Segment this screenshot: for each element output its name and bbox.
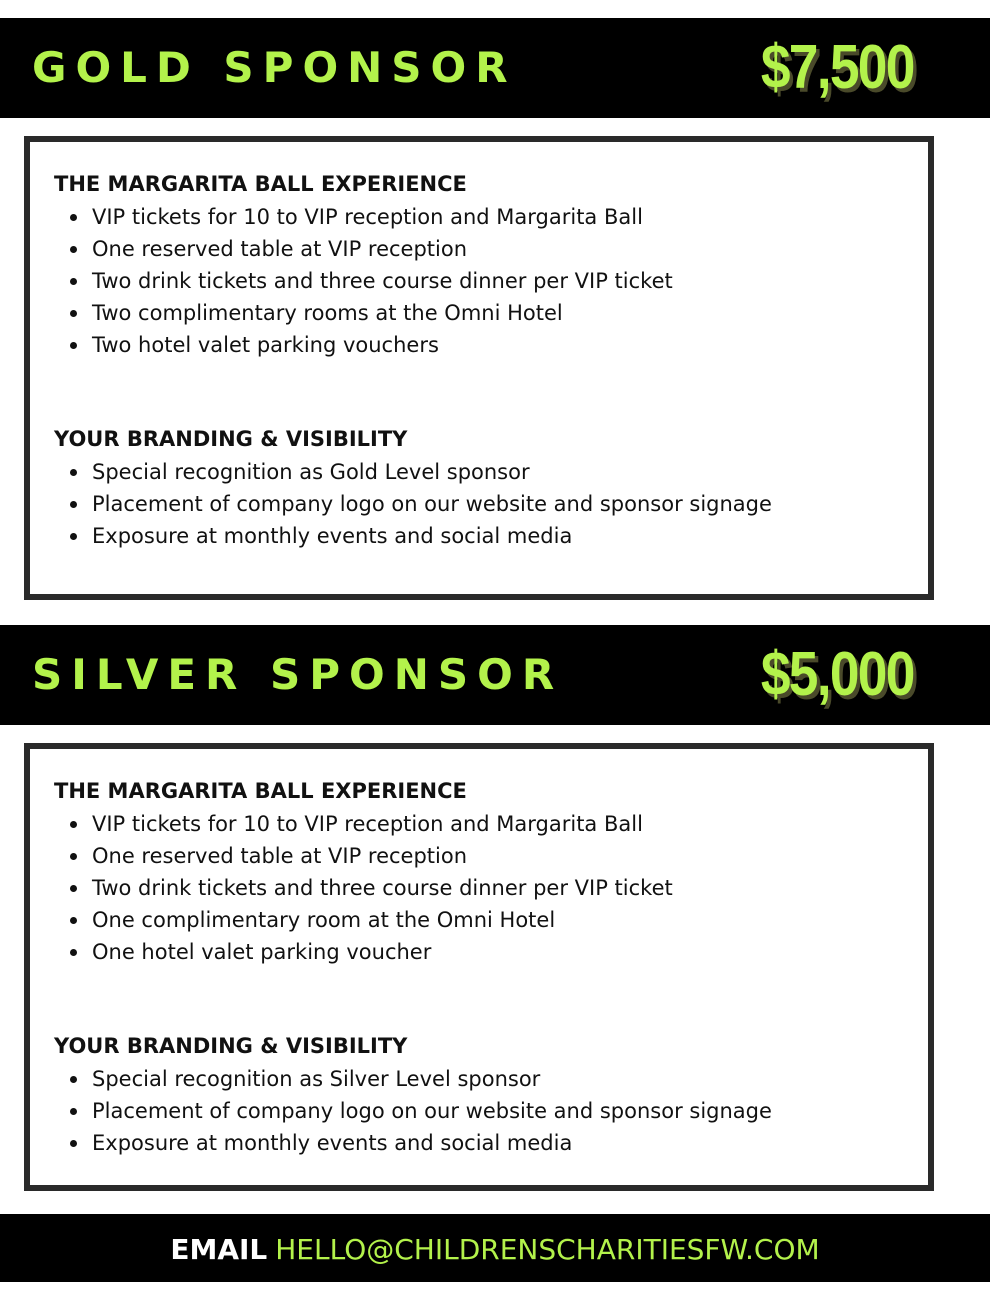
silver-sponsor-header bbox=[0, 625, 990, 725]
list-item-text: Placement of company logo on our website and sponsor signage bbox=[92, 1099, 772, 1123]
list-item-text: Special recognition as Gold Level sponsor bbox=[92, 460, 530, 484]
silver-branding-list bbox=[54, 1063, 908, 1159]
bullet-icon bbox=[70, 821, 77, 828]
bullet-icon bbox=[70, 278, 77, 285]
list-item-text: One reserved table at VIP reception bbox=[92, 844, 468, 868]
gold-sponsor-title: GOLD SPONSOR bbox=[32, 43, 517, 92]
list-item bbox=[54, 904, 908, 936]
gold-experience-section bbox=[54, 169, 908, 361]
list-item bbox=[54, 520, 908, 552]
bullet-icon bbox=[70, 1108, 77, 1115]
list-item-text: Two hotel valet parking vouchers bbox=[92, 333, 439, 357]
list-item bbox=[54, 936, 908, 968]
bullet-icon bbox=[70, 214, 77, 221]
list-item-text: Two complimentary rooms at the Omni Hotel bbox=[92, 301, 563, 325]
list-item bbox=[54, 297, 908, 329]
bullet-icon bbox=[70, 469, 77, 476]
list-item-text: Exposure at monthly events and social media bbox=[92, 1131, 573, 1155]
bullet-icon bbox=[70, 501, 77, 508]
list-item bbox=[54, 1127, 908, 1159]
gold-benefits-box bbox=[24, 136, 934, 600]
list-item bbox=[54, 201, 908, 233]
gold-branding-section bbox=[54, 424, 908, 552]
silver-benefits-box bbox=[24, 743, 934, 1191]
bullet-icon bbox=[70, 342, 77, 349]
contact-footer bbox=[0, 1214, 990, 1282]
email-label: EMAIL bbox=[170, 1233, 268, 1266]
bullet-icon bbox=[70, 1140, 77, 1147]
list-item bbox=[54, 329, 908, 361]
list-item-text: One complimentary room at the Omni Hotel bbox=[92, 908, 556, 932]
list-item bbox=[54, 872, 908, 904]
bullet-icon bbox=[70, 917, 77, 924]
list-item bbox=[54, 233, 908, 265]
gold-experience-heading: THE MARGARITA BALL EXPERIENCE bbox=[54, 172, 467, 196]
silver-experience-heading: THE MARGARITA BALL EXPERIENCE bbox=[54, 779, 467, 803]
list-item bbox=[54, 840, 908, 872]
silver-experience-list bbox=[54, 808, 908, 968]
list-item bbox=[54, 265, 908, 297]
silver-sponsor-price: $5,000 bbox=[761, 640, 914, 709]
bullet-icon bbox=[70, 853, 77, 860]
gold-experience-list bbox=[54, 201, 908, 361]
silver-branding-heading: YOUR BRANDING & VISIBILITY bbox=[54, 1034, 408, 1058]
list-item bbox=[54, 1095, 908, 1127]
silver-sponsor-title: SILVER SPONSOR bbox=[32, 650, 564, 699]
silver-branding-section bbox=[54, 1031, 908, 1159]
bullet-icon bbox=[70, 1076, 77, 1083]
list-item-text: Exposure at monthly events and social media bbox=[92, 524, 573, 548]
list-item bbox=[54, 808, 908, 840]
list-item-text: Special recognition as Silver Level sponsor bbox=[92, 1067, 541, 1091]
email-link[interactable]: HELLO@CHILDRENSCHARITIESFW.COM bbox=[275, 1233, 820, 1266]
gold-sponsor-header bbox=[0, 18, 990, 118]
bullet-icon bbox=[70, 885, 77, 892]
list-item-text: Two drink tickets and three course dinner per VIP ticket bbox=[92, 269, 673, 293]
list-item bbox=[54, 488, 908, 520]
list-item-text: One reserved table at VIP reception bbox=[92, 237, 468, 261]
bullet-icon bbox=[70, 246, 77, 253]
list-item-text: VIP tickets for 10 to VIP reception and Margarita Ball bbox=[92, 812, 643, 836]
gold-sponsor-price: $7,500 bbox=[761, 33, 914, 102]
list-item-text: Placement of company logo on our website and sponsor signage bbox=[92, 492, 772, 516]
list-item bbox=[54, 1063, 908, 1095]
bullet-icon bbox=[70, 310, 77, 317]
list-item bbox=[54, 456, 908, 488]
gold-branding-list bbox=[54, 456, 908, 552]
bullet-icon bbox=[70, 949, 77, 956]
silver-experience-section bbox=[54, 776, 908, 968]
gold-branding-heading: YOUR BRANDING & VISIBILITY bbox=[54, 427, 408, 451]
list-item-text: One hotel valet parking voucher bbox=[92, 940, 432, 964]
list-item-text: VIP tickets for 10 to VIP reception and Margarita Ball bbox=[92, 205, 643, 229]
bullet-icon bbox=[70, 533, 77, 540]
list-item-text: Two drink tickets and three course dinner per VIP ticket bbox=[92, 876, 673, 900]
